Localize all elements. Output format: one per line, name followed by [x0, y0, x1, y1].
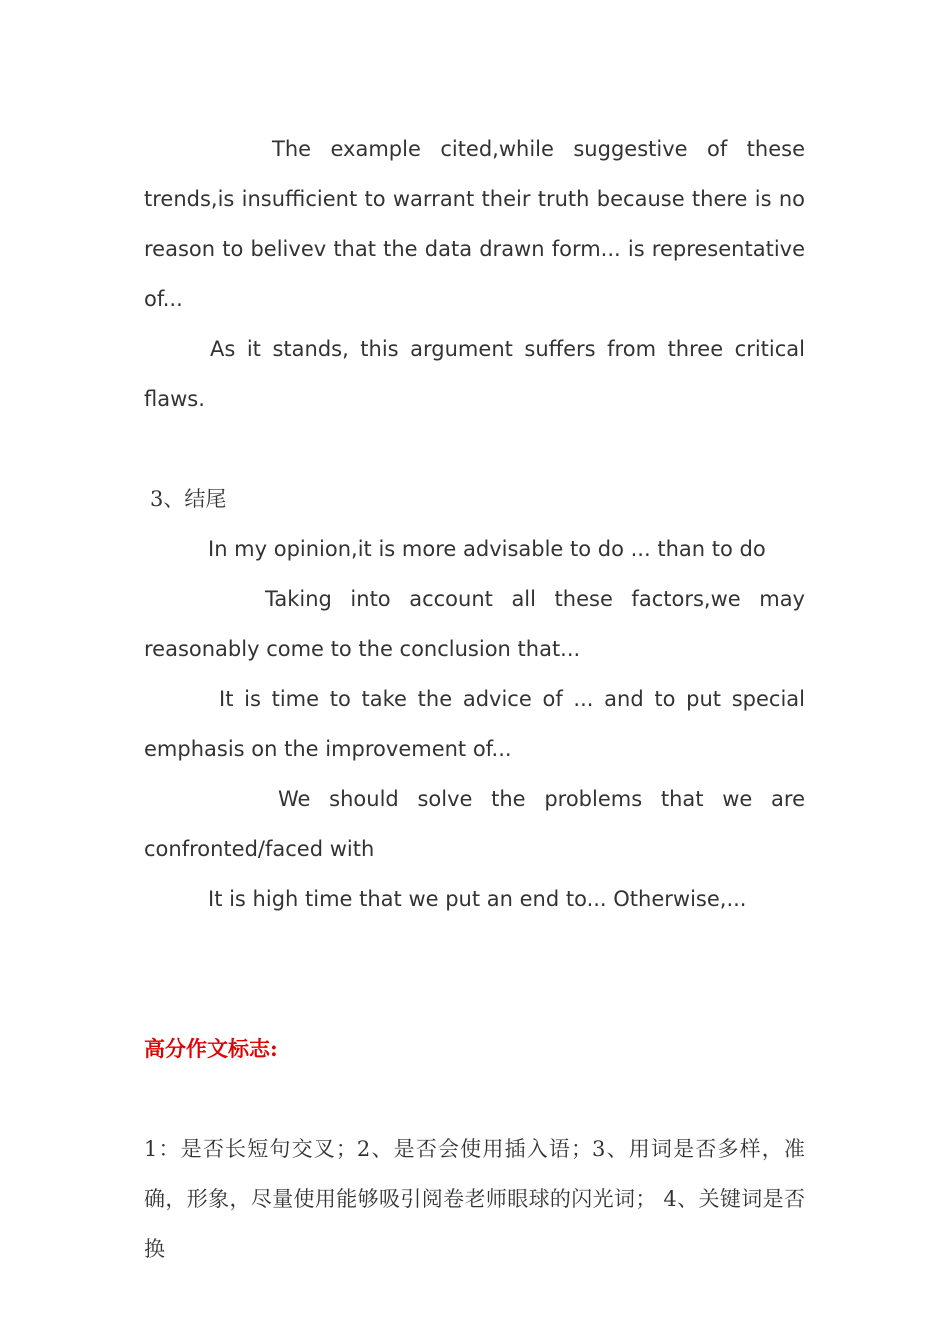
paragraph-critical-flaws: As it stands, this argument suffers from three critical flaws. — [144, 337, 805, 411]
section-title-conclusion: 3、结尾 — [150, 487, 227, 511]
paragraph-solve-problems: We should solve the problems that we are confronted/faced with — [144, 787, 805, 861]
spacer — [144, 424, 805, 474]
paragraph-time-to-take-advice: It is time to take the advice of ... and to put special emphasis on the improvement of... — [144, 687, 805, 761]
document-body — [144, 124, 805, 1274]
spacer — [144, 1074, 805, 1124]
paragraph-high-time: It is high time that we put an end to... Otherwise,... — [208, 887, 747, 911]
paragraph-criteria: 1：是否长短句交叉；2、是否会使用插入语；3、用词是否多样，准确，形象，尽量使用能够吸引阅卷老师眼球的闪光词； 4、关键词是否换 — [144, 1137, 805, 1261]
paragraph-taking-into-account: Taking into account all these factors,we may reasonably come to the conclusion that... — [144, 587, 805, 661]
spacer — [144, 924, 805, 1024]
paragraph-opinion: In my opinion,it is more advisable to do ... than to do — [208, 537, 766, 561]
highscore-heading: 高分作文标志: — [144, 1036, 278, 1061]
paragraph-example-cited: The example cited,while suggestive of these trends,is insufficient to warrant their truth because there is no reason to belivev that the data drawn form... is representative of... — [144, 137, 805, 311]
